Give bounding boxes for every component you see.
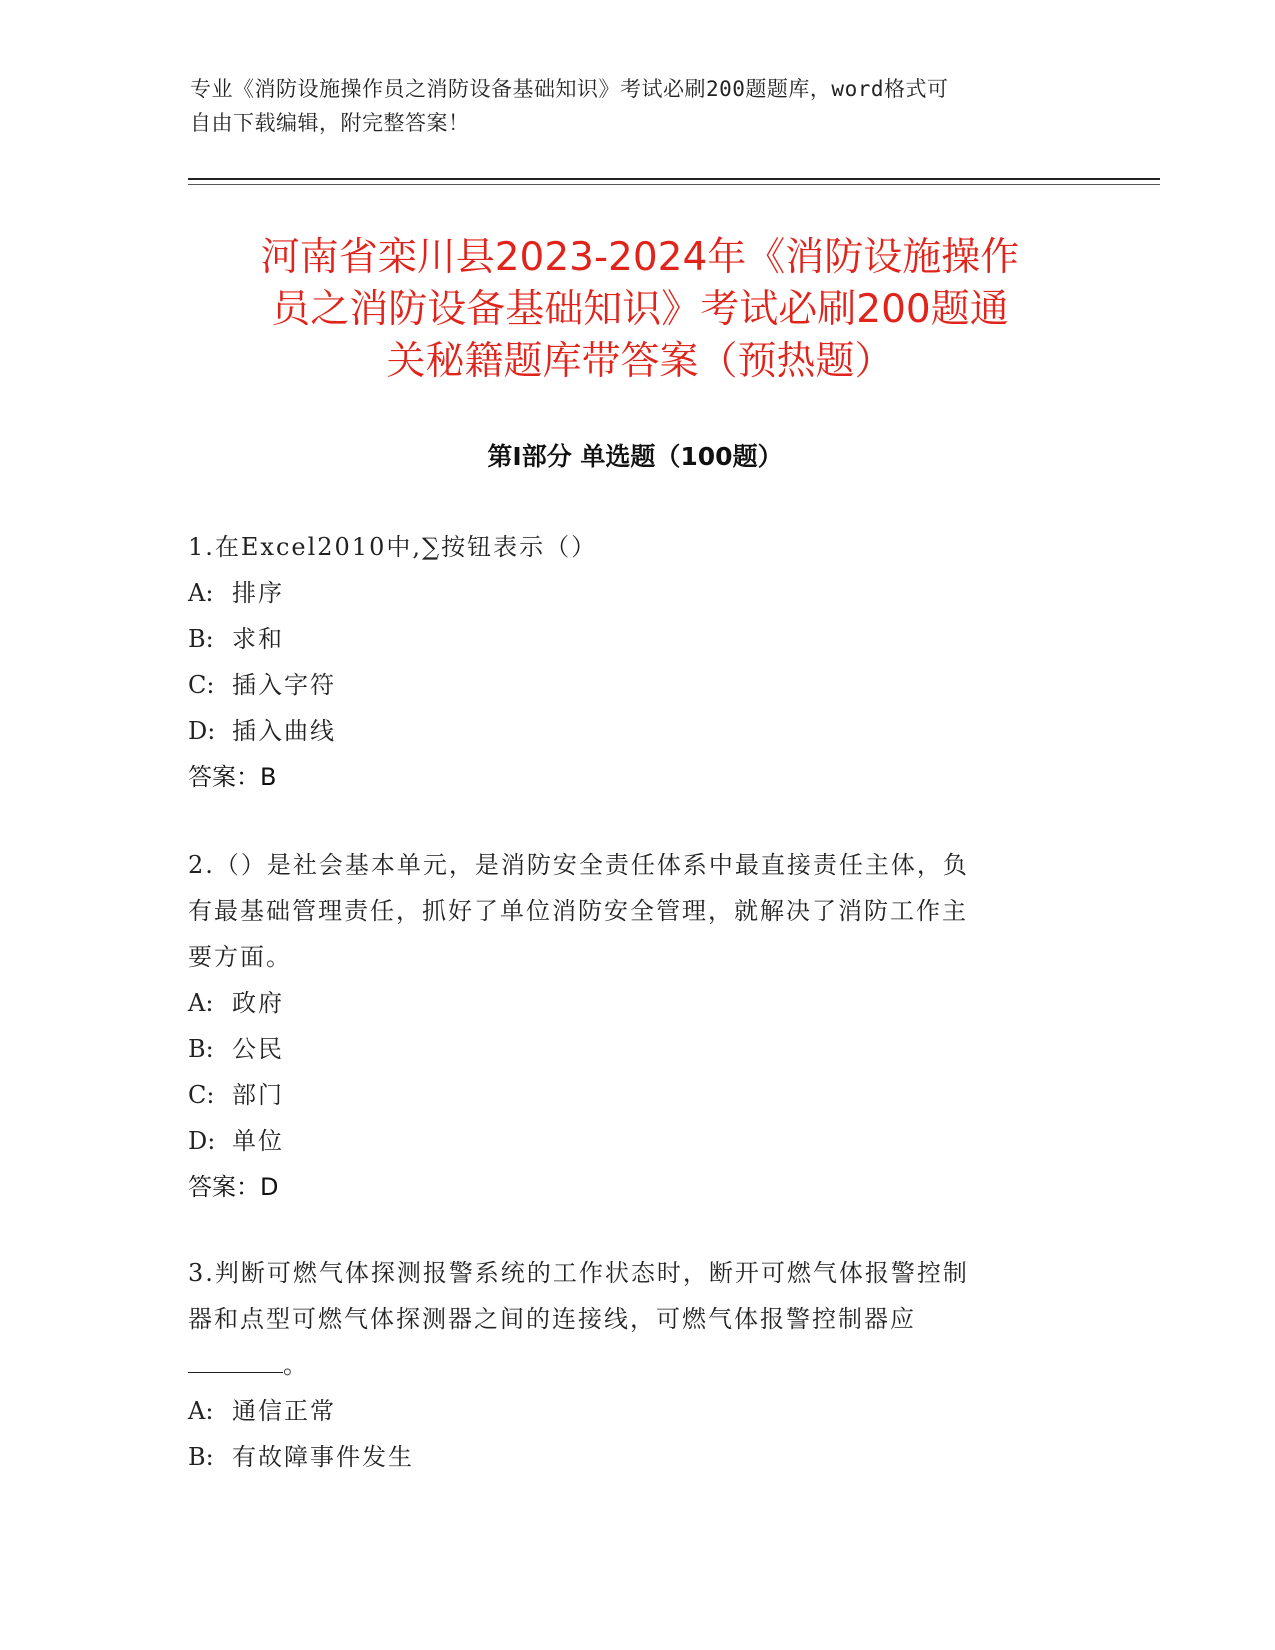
header-note — [190, 72, 1070, 140]
header-note-line: 自由下载编辑，附完整答案！ — [190, 111, 470, 135]
question-answer: 答案：D — [188, 1173, 279, 1201]
header-divider-thin — [188, 184, 1160, 185]
question-option — [188, 980, 1068, 1026]
question-option — [188, 708, 1068, 754]
option-letter: B: — [188, 1443, 214, 1471]
option-text: 插入字符 — [232, 671, 336, 699]
option-letter: B: — [188, 1035, 214, 1063]
question-item — [188, 842, 1068, 1210]
question-option — [188, 1026, 1068, 1072]
question-item — [188, 524, 1068, 800]
option-letter: D: — [188, 1127, 216, 1155]
question-option — [188, 570, 1068, 616]
option-letter: B: — [188, 625, 214, 653]
option-letter: A: — [188, 579, 214, 607]
option-text: 有故障事件发生 — [232, 1443, 414, 1471]
blank-suffix: 。 — [283, 1351, 309, 1379]
question-stem-line: 2.（）是社会基本单元，是消防安全责任体系中最直接责任主体，负 — [188, 851, 969, 879]
question-option — [188, 662, 1068, 708]
question-stem-line: 要方面。 — [188, 943, 292, 971]
question-option — [188, 1388, 1068, 1434]
question-answer: 答案：B — [188, 763, 277, 791]
header-divider-thick — [188, 178, 1160, 180]
question-stem-line: 有最基础管理责任，抓好了单位消防安全管理，就解决了消防工作主 — [188, 897, 968, 925]
question-option — [188, 1434, 1068, 1480]
question-option — [188, 1118, 1068, 1164]
title-line: 关秘籍题库带答案（预热题） — [386, 339, 894, 384]
option-text: 政府 — [232, 989, 284, 1017]
option-text: 部门 — [232, 1081, 284, 1109]
question-blank-line — [188, 1342, 1068, 1388]
option-text: 求和 — [232, 625, 284, 653]
question-stem: 1.在Excel2010中,∑按钮表示（） — [188, 533, 598, 561]
title-line: 员之消防设备基础知识》考试必刷200题通 — [271, 287, 1009, 332]
section-heading: 第Ⅰ部分 单选题（100题） — [487, 442, 783, 471]
option-text: 排序 — [232, 579, 284, 607]
option-text: 插入曲线 — [232, 717, 336, 745]
question-stem-line: 3.判断可燃气体探测报警系统的工作状态时，断开可燃气体报警控制 — [188, 1259, 969, 1287]
document-title — [180, 232, 1100, 388]
option-letter: A: — [188, 989, 214, 1017]
answer-blank — [188, 1358, 283, 1373]
question-stem-line: 器和点型可燃气体探测器之间的连接线，可燃气体报警控制器应 — [188, 1305, 916, 1333]
option-letter: A: — [188, 1397, 214, 1425]
question-option — [188, 1072, 1068, 1118]
header-note-line: 专业《消防设施操作员之消防设备基础知识》考试必刷200题题库，word格式可 — [190, 77, 949, 101]
question-item — [188, 1250, 1068, 1480]
question-option — [188, 616, 1068, 662]
option-letter: C: — [188, 1081, 215, 1109]
option-text: 单位 — [232, 1127, 284, 1155]
option-letter: C: — [188, 671, 215, 699]
option-text: 通信正常 — [232, 1397, 336, 1425]
option-text: 公民 — [232, 1035, 284, 1063]
option-letter: D: — [188, 717, 216, 745]
title-line: 河南省栾川县2023-2024年《消防设施操作 — [260, 235, 1020, 280]
